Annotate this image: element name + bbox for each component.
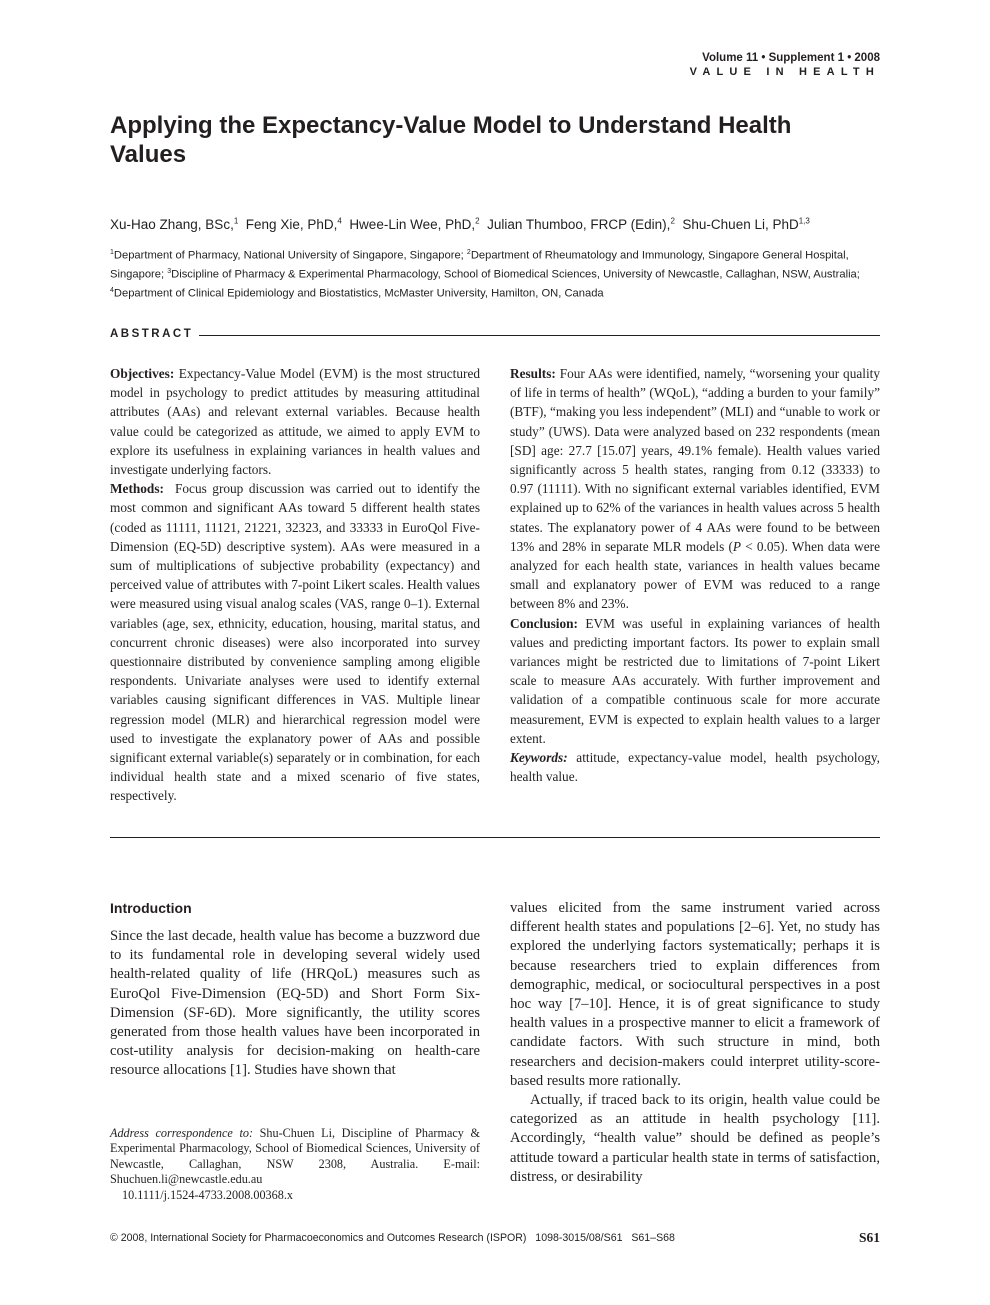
footer-copyright: © 2008, International Society for Pharmacoeconomics and Outcomes Research (ISPOR) 1098-3015/08/S61 S61–S68 — [110, 1232, 675, 1244]
introduction-heading: Introduction — [110, 900, 192, 916]
issn: 1098-3015/08/S61 — [535, 1232, 623, 1244]
introduction-right-column — [510, 899, 880, 1187]
article-title: Applying the Expectancy-Value Model to Understand Health Values — [110, 112, 792, 168]
correspondence-address: Address correspondence to: Shu-Chuen Li, Discipline of Pharmacy & Experimental Pharmacology, School of Biomedical Sciences, University of Newcastle, Callaghan, NSW 2308, Australia. E-mail: Shuchuen.li@newcastle.edu.au — [110, 1126, 480, 1186]
page-range: S61–S68 — [631, 1232, 675, 1244]
author: Julian Thumboo, FRCP (Edin),$^2$ — [487, 216, 675, 232]
abstract-keywords: Keywords: attitude, expectancy-value model, health psychology, health value. — [510, 750, 880, 785]
affiliations: $^1$Department of Pharmacy, National University of Singapore, Singapore; $^2$Department of Rheumatology and Immunology, Singapore General Hospital, Singapore; $^3$Discipline of Pharmacy & Experimental Pharmacology, School of Biomedical Sciences, University of Newcastle, Callaghan, NSW, Australia; $^4$Department of Clinical Epidemiology and Biostatistics, McMaster University, Hamilton, ON, Canada — [110, 249, 860, 300]
abstract-bottom-rule — [110, 837, 880, 838]
introduction-paragraph-continued: values elicited from the same instrument varied across different health states and populations [2–6]. Yet, no study has explored the underlying factors systematically; perhaps it is because researchers tried to explain differences from demographic, medical, or sociocultural perspectives in a post hoc way [7–10]. Hence, it is of great significance to study health values in a prospective manner to elicit a framework of candidate factors. With such structure in mind, both researchers and decision-makers could interpret utility-score-based results more rationally. — [510, 900, 880, 1089]
abstract-results: Results: Four AAs were identified, namely, “worsening your quality of life in terms of health” (WQoL), “adding a burden to your family” (BTF), “making you less independent” (MLI) and “unable to work or study” (UWS). Data were analyzed based on 232 respondents (mean [SD] age: 27.7 [15.07] years, 49.1% female). Health values varied significantly across 5 health states, ranging from 0.12 (33333) to 0.97 (11111). With no significant external variables identified, EVM explained up to 62% of the variances in health values across 5 health states. The explanatory power of 4 AAs were found to be between 13% and 28% in separate MLR models (P < 0.05). When data were analyzed for each health state, variances in health values became small and explanatory power of EVM was reduced to a range between 8% and 23%. — [510, 366, 880, 612]
abstract-methods: Methods: Focus group discussion was carried out to identify the most common and significant AAs toward 5 different health states (coded as 11111, 11121, 21221, 32323, and 33333 in EuroQol Five-Dimension (EQ-5D) descriptive system). AAs were measured in a sum of multiplications of subjective probability (expectancy) and perceived value of attributes with 7-point Likert scales. Health values were measured using visual analog scales (VAS, range 0–1). External variables (age, sex, ethnicity, education, housing, marital status, and concurrent chronic diseases) were also incorporated into survey questionnaire distributed by convenience sampling among eligible respondents. Univariate analyses were used to identify external variables causing significant differences in VAS. Multiple linear regression model (MLR) and hierarchical regression model were used to investigate the explanatory power of AAs and possible significant external variable(s) separately or in combination, for each individual health state and a mixed scenario of five states, respectively. — [110, 481, 480, 804]
doi: 10.1111/j.1524-4733.2008.00368.x — [122, 1188, 293, 1202]
author: Xu-Hao Zhang, BSc,$^1$ — [110, 216, 239, 232]
author: Shu-Chuen Li, PhD$^{1,3}$ — [682, 216, 810, 232]
introduction-paragraph: Actually, if traced back to its origin, health value could be categorized as an attitude in health psychology [11]. Accordingly, “health value” should be defined as people’s attitude toward a particular health state in terms of satisfaction, distress, or desirability — [510, 1092, 880, 1185]
heading-rule — [199, 335, 880, 336]
author-list — [110, 212, 890, 234]
abstract-left-column — [110, 364, 480, 806]
abstract-conclusion: Conclusion: EVM was useful in explaining variances of health values and predicting important factors. Its power to explain small variances might be restricted due to limitations of 7-point Likert scale to measure AAs accurately. With further improvement and validation of a compatible continuous scale for more accurate measurement, EVM is expected to explain health values to a larger extent. — [510, 615, 881, 746]
introduction-paragraph: Since the last decade, health value has become a buzzword due to its fundamental role in developing several widely used health-related quality of life (HRQoL) measures such as EuroQol Five-Dimension (EQ-5D) and Short Form Six-Dimension (SF-6D). More significantly, the utility scores generated from those health values have been incorporated in cost-utility analysis for decision-making on health-care resource allocations [1]. Studies have shown that — [110, 928, 480, 1079]
volume-info: Volume 11 • Supplement 1 • 2008 — [702, 52, 880, 64]
author: Feng Xie, PhD,$^4$ — [245, 216, 342, 232]
page-number: S61 — [858, 1230, 880, 1245]
abstract-heading-row — [110, 326, 880, 342]
journal-name: VALUE IN HEALTH — [689, 66, 880, 78]
abstract-objectives: Objectives: Expectancy-Value Model (EVM) is the most structured model in psychology to predict attitudes by measuring attitudinal attributes (AAs) and relevant external variables. Because health value could be categorized as attitude, we aimed to apply EVM to explore its usefulness in explaining variances in health values and investigate underlying factors. — [110, 366, 480, 478]
abstract-right-column — [510, 364, 880, 786]
abstract-heading: ABSTRACT — [110, 328, 194, 340]
author: Hwee-Lin Wee, PhD,$^2$ — [349, 216, 480, 232]
introduction-left-column — [110, 927, 480, 1081]
